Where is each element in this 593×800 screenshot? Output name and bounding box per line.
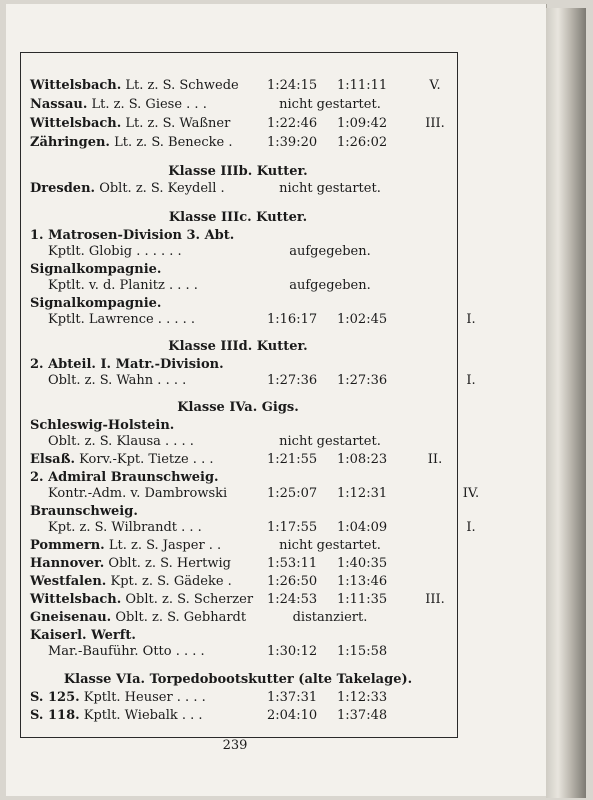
ship-name: Dresden. [30,181,96,196]
entrant [30,610,246,625]
time-corrected: 1:15:58 [337,644,388,659]
status-text: nicht gestartet. [279,181,381,196]
result-row [30,135,450,153]
time-corrected: 1:13:46 [337,574,388,589]
team-name: Signalkompagnie. [30,296,162,311]
entrant [30,574,232,589]
result-row [48,434,468,452]
team-name: 2. Abteil. I. Matr.-Division. [30,357,224,372]
officer: Lt. z. S. Schwede [121,78,239,93]
ship-name: Wittelsbach. [30,78,122,93]
ship-name: Nassau. [30,97,88,112]
ship-name: Pommern. [30,538,105,553]
time-corrected: 1:27:36 [337,373,388,388]
ship-name: Wittelsbach. [30,592,122,607]
time-total: 1:17:55 [267,520,318,535]
officer: Mar.-Bauführ. Otto . . . . [48,644,205,659]
ship-name: Hannover. [30,556,105,571]
time-total: 2:04:10 [267,708,318,723]
page-number: 239 [222,738,248,753]
result-row [48,278,468,296]
officer: Oblt. z. S. Keydell . [95,181,225,196]
officer: Oblt. z. S. Klausa . . . . [48,434,194,449]
ship-name: Wittelsbach. [30,116,122,131]
team-name: 2. Admiral Braunschweig. [30,470,219,485]
officer: Kptlt. Globig . . . . . . [48,244,182,259]
placement: II. [427,452,443,467]
placement: I. [466,373,476,388]
entrant [48,373,186,388]
time-corrected: 1:37:48 [337,708,388,723]
class-heading: Klasse VIa. Torpedobootskutter (alte Takelage). [63,672,413,687]
time-total: 1:53:11 [267,556,318,571]
entrant [48,278,198,293]
status-text: distanziert. [292,610,368,625]
result-row [30,97,450,115]
placement: I. [466,520,476,535]
entrant [30,452,213,467]
time-corrected: 1:02:45 [337,312,388,327]
officer: Kptlt. Lawrence . . . . . [48,312,195,327]
result-row [30,181,450,199]
status-text: nicht gestartet. [279,434,381,449]
ship-name: Elsaß. [30,452,75,467]
entrant [48,244,182,259]
placement: III. [425,592,445,607]
team-name: Signalkompagnie. [30,262,162,277]
entrant [30,116,230,131]
status-text: aufgegeben. [289,278,371,293]
class-heading: Klasse IIIc. Kutter. [168,210,308,225]
placement: IV. [462,486,480,501]
time-total: 1:27:36 [267,373,318,388]
result-row [30,116,450,134]
officer: Oblt. z. S. Wahn . . . . [48,373,187,388]
time-corrected: 1:04:09 [337,520,388,535]
result-row [30,538,450,556]
officer: Lt. z. S. Jasper . . [104,538,222,553]
result-row [30,708,450,726]
time-total: 1:21:55 [267,452,318,467]
time-corrected: 1:12:31 [337,486,388,501]
entrant [30,97,207,112]
entrant [48,312,195,327]
page-edge [546,8,586,798]
result-row [48,373,476,391]
time-total: 1:22:46 [267,116,318,131]
result-row [30,574,450,592]
time-total: 1:25:07 [267,486,318,501]
result-row [30,592,450,610]
class-heading: Klasse IIIb. Kutter. [168,164,308,179]
team-name: Kaiserl. Werft. [30,628,136,643]
time-corrected: 1:09:42 [337,116,388,131]
result-row [48,520,476,538]
officer: Kptlt. Heuser . . . . [79,690,206,705]
time-total: 1:16:17 [267,312,318,327]
placement: III. [425,116,445,131]
officer: Kpt. z. S. Gädeke . [106,574,232,589]
time-total: 1:39:20 [267,135,318,150]
result-row [48,486,480,504]
officer: Lt. z. S. Waßner [121,116,231,131]
team-name: Braunschweig. [30,504,138,519]
officer: Lt. z. S. Giese . . . [87,97,207,112]
ship-name: S. 118. [30,708,80,723]
officer: Korv.-Kpt. Tietze . . . [75,452,214,467]
result-row [48,244,468,262]
officer: Oblt. z. S. Hertwig [104,556,231,571]
time-corrected: 1:08:23 [337,452,388,467]
result-row [30,690,450,708]
time-total: 1:26:50 [267,574,318,589]
entrant [48,486,227,501]
entrant [30,538,221,553]
team-name: Schleswig-Holstein. [30,418,175,433]
result-row [30,452,450,470]
entrant [30,556,231,571]
ship-name: S. 125. [30,690,80,705]
entrant [30,690,206,705]
time-corrected: 1:12:33 [337,690,388,705]
placement: V. [429,78,441,93]
class-heading: Klasse IVa. Gigs. [177,400,299,415]
status-text: nicht gestartet. [279,538,381,553]
status-text: nicht gestartet. [279,97,381,112]
class-heading: Klasse IIId. Kutter. [168,339,308,354]
officer: Oblt. z. S. Scherzer [121,592,254,607]
status-text: aufgegeben. [289,244,371,259]
entrant [30,181,225,196]
ship-name: Westfalen. [30,574,107,589]
entrant [30,78,239,93]
entrant [30,708,203,723]
time-corrected: 1:26:02 [337,135,388,150]
time-corrected: 1:40:35 [337,556,388,571]
result-row [30,78,450,96]
time-total: 1:30:12 [267,644,318,659]
entrant [30,592,253,607]
officer: Kptlt. v. d. Planitz . . . . [48,278,198,293]
entrant [30,135,232,150]
officer: Kontr.-Adm. v. Dambrowski [48,486,228,501]
result-row [48,644,468,662]
officer: Kptlt. Wiebalk . . . [79,708,203,723]
officer: Lt. z. S. Benecke . [109,135,233,150]
entrant [48,434,194,449]
entrant [48,644,205,659]
time-total: 1:37:31 [267,690,318,705]
result-row [30,610,450,628]
time-total: 1:24:15 [267,78,318,93]
team-name: 1. Matrosen-Division 3. Abt. [30,228,235,243]
time-corrected: 1:11:11 [337,78,388,93]
result-row [30,556,450,574]
placement: I. [466,312,476,327]
result-row [48,312,476,330]
entrant [48,520,202,535]
ship-name: Gneisenau. [30,610,112,625]
time-total: 1:24:53 [267,592,318,607]
officer: Kpt. z. S. Wilbrandt . . . [48,520,202,535]
ship-name: Zähringen. [30,135,110,150]
time-corrected: 1:11:35 [337,592,388,607]
officer: Oblt. z. S. Gebhardt [111,610,247,625]
